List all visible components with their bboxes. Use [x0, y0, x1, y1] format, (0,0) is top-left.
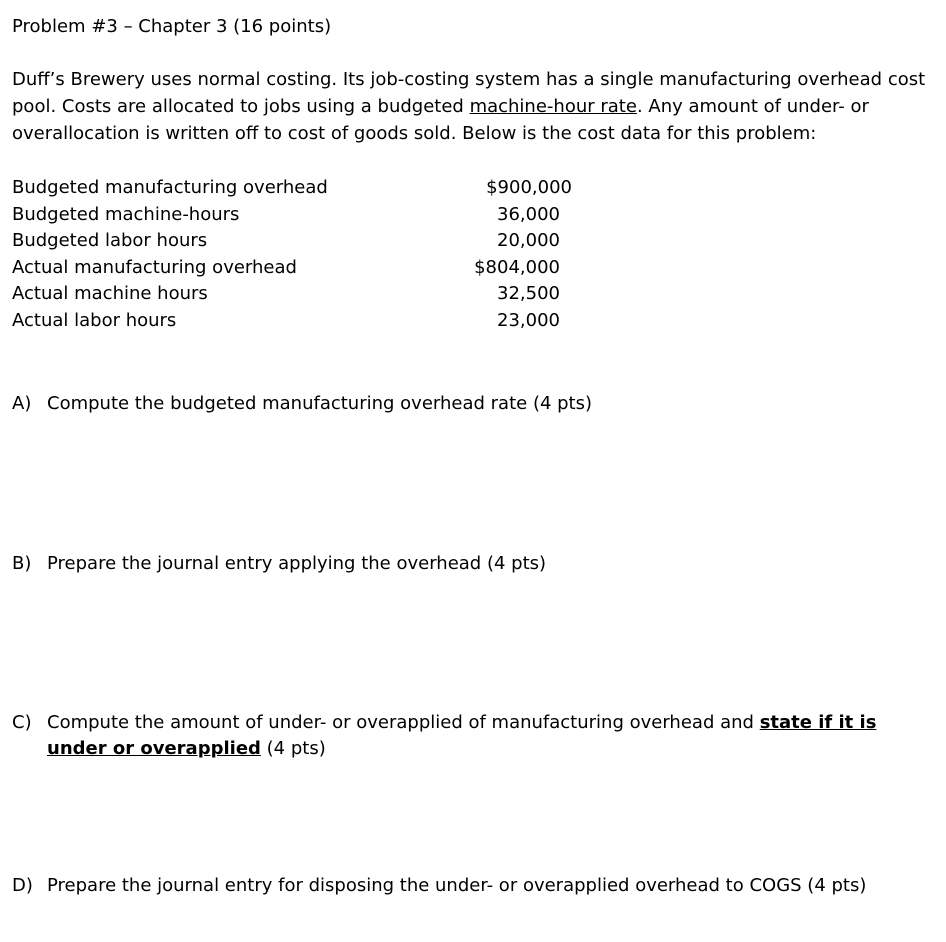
question-letter: C): [12, 712, 32, 733]
cost-value: 36,000: [497, 203, 560, 225]
question-c-line-2: [47, 736, 876, 762]
cost-value: 32,500: [497, 283, 560, 304]
cost-value: 23,000: [497, 309, 560, 331]
question-c-text-after: (4 pts): [260, 738, 326, 759]
cost-label: Budgeted machine-hours: [12, 203, 240, 225]
intro-part-2: . Any amount of under- or overallocation is written off to cost of goods sold. Below is the cost data for this problem:: [12, 96, 869, 144]
cost-value: $900,000: [486, 177, 572, 198]
problem-intro: [12, 66, 932, 147]
cost-label: Budgeted manufacturing overhead: [12, 177, 328, 198]
question-letter: A): [12, 393, 32, 414]
question-letter: D): [12, 875, 33, 896]
cost-label: Actual manufacturing overhead: [12, 256, 297, 278]
cost-value: 20,000: [497, 230, 560, 251]
cost-row: [12, 175, 572, 202]
cost-row: [12, 308, 572, 335]
question-c-bold-1: state if it is: [759, 712, 877, 733]
question-c-bold-2: under or overapplied: [47, 738, 261, 759]
question-c-text-before: Compute the amount of under- or overapplied of manufacturing overhead and: [47, 712, 760, 733]
question-text: [47, 710, 876, 762]
question-text: Prepare the journal entry applying the overhead (4 pts): [47, 553, 547, 574]
problem-title: Problem #3 – Chapter 3 (16 points): [12, 16, 332, 37]
cost-row: [12, 228, 572, 255]
intro-part-1: Duff’s Brewery uses normal costing. Its job-costing system has a single manufacturing overhead cost pool. Costs are allocated to jobs using a budgeted: [12, 69, 926, 117]
cost-label: Actual labor hours: [12, 309, 177, 331]
question-letter: B): [12, 553, 32, 574]
question-text: Prepare the journal entry for disposing the under- or overapplied overhead to COGS (4 pts): [47, 875, 867, 896]
cost-row: [12, 202, 572, 229]
cost-value: $804,000: [474, 256, 560, 278]
question-c-line-1: [47, 710, 876, 736]
cost-label: Actual machine hours: [12, 283, 208, 304]
intro-underlined-term: machine-hour rate: [469, 96, 637, 117]
question-text: Compute the budgeted manufacturing overhead rate (4 pts): [47, 393, 593, 414]
cost-data-table: [12, 175, 572, 334]
cost-row: [12, 281, 572, 308]
cost-row: [12, 255, 572, 282]
cost-label: Budgeted labor hours: [12, 230, 208, 251]
